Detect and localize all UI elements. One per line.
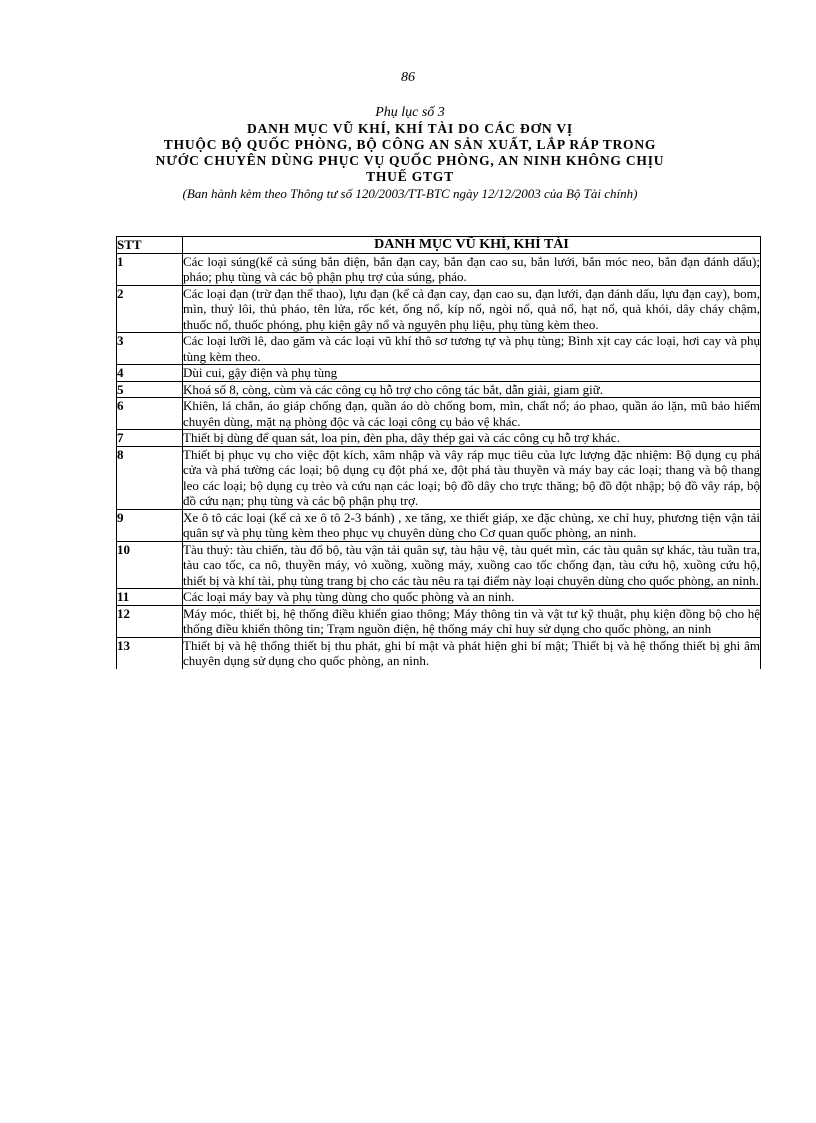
table-row [117, 446, 761, 509]
table-row [117, 365, 761, 382]
title-line-2: THUỘC BỘ QUỐC PHÒNG, BỘ CÔNG AN SẢN XUẤT, LẮP RÁP TRONG [163, 137, 657, 152]
column-header-category: DANH MỤC VŨ KHÍ, KHÍ TÀI [183, 237, 761, 254]
row-number: 12 [117, 605, 183, 637]
document-subtitle: (Ban hành kèm theo Thông tư số 120/2003/TT-BTC ngày 12/12/2003 của Bộ Tài chính) [182, 186, 638, 201]
row-number: 2 [117, 285, 183, 333]
column-header-stt: STT [117, 237, 183, 254]
document-header [110, 104, 710, 202]
row-number: 9 [117, 509, 183, 541]
table-row [117, 381, 761, 398]
row-description: Dùi cui, gậy điện và phụ tùng [183, 365, 761, 382]
table-row [117, 430, 761, 447]
table-row [117, 333, 761, 365]
table-row [117, 605, 761, 637]
row-description: Thiết bị phục vụ cho việc đột kích, xâm nhập và vây ráp mục tiêu của lực lượng đặc nhiệm: Bộ dụng cụ phá cửa và phá tường các loại; bộ dụng cụ đột phá xe, đột phá tàu thuyền và máy bay các loại; thang và bộ thang leo các loại; bộ dụng cụ trèo và cứu nạn các loại; bộ đồ dây cho trực thăng; bộ đồ đột nhập; bộ đồ vây ráp, bộ đồ cứu nạn; phụ tùng và các bộ phận phụ trợ. [183, 446, 760, 508]
row-description: Các loại súng(kể cả súng bắn điện, bắn đạn cay, bắn đạn cao su, bắn lưới, bắn móc neo, bắn đạn đánh dấu); pháo; phụ tùng và các bộ phận phụ trợ của súng, pháo. [183, 253, 760, 284]
row-number: 4 [117, 365, 183, 382]
row-description: Khoá số 8, còng, cùm và các công cụ hỗ trợ cho công tác bắt, dẫn giải, giam giữ. [183, 381, 761, 398]
title-line-1: DANH MỤC VŨ KHÍ, KHÍ TÀI DO CÁC ĐƠN VỊ [247, 121, 573, 136]
row-description: Các loại lưỡi lê, dao găm và các loại vũ khí thô sơ tương tự và phụ tùng; Bình xịt cay các loại, hơi cay và phụ tùng kèm theo. [183, 333, 760, 364]
table-row [117, 509, 761, 541]
title-line-4: THUẾ GTGT [366, 169, 454, 184]
row-description: Thiết bị và hệ thống thiết bị thu phát, ghi bí mật và phát hiện ghi bí mật; Thiết bị và hệ thống thiết bị ghi âm chuyên dụng sử dụng cho quốc phòng, an ninh. [183, 637, 760, 668]
table-row [117, 253, 761, 285]
row-number: 5 [117, 381, 183, 398]
row-description: Các loại đạn (trừ đạn thể thao), lựu đạn (kể cả đạn cay, đạn cao su, đạn lưới, đạn đánh dấu, lựu đạn cay), bom, mìn, thuỷ lôi, thủ pháo, tên lửa, rốc két, ống nổ, kíp nổ, ngòi nổ, quả nổ, hạt nổ, quả khói, dây cháy chậm, thuốc nổ, thuốc phóng, phụ kiện gây nổ và nguyên phụ liệu, phụ tùng kèm theo. [183, 285, 760, 332]
row-number: 11 [117, 589, 183, 606]
row-number: 6 [117, 398, 183, 430]
row-number: 8 [117, 446, 183, 509]
table-row [117, 637, 761, 669]
appendix-label: Phụ lục số 3 [375, 105, 445, 120]
row-description: Xe ô tô các loại (kể cả xe ô tô 2-3 bánh) , xe tăng, xe thiết giáp, xe đặc chủng, xe chỉ huy, phương tiện vận tải quân sự và phụ tùng kèm theo phục vụ chuyên dùng cho Cơ quan quốc phòng, an ninh. [183, 509, 760, 540]
table-header-row [117, 237, 761, 254]
row-number: 13 [117, 637, 183, 669]
row-number: 7 [117, 430, 183, 447]
row-description: Các loại máy bay và phụ tùng dùng cho quốc phòng và an ninh. [183, 589, 761, 606]
row-description: Khiên, lá chắn, áo giáp chống đạn, quần áo dò chống bom, mìn, chất nổ; áo phao, quần áo lặn, mũ bảo hiểm chuyên dùng, mặt nạ phòng độc và các loại công cụ bảo vệ khác. [183, 398, 760, 429]
table-row [117, 541, 761, 589]
row-number: 3 [117, 333, 183, 365]
table-row [117, 589, 761, 606]
row-description: Thiết bị dùng để quan sát, loa pin, đèn pha, dây thép gai và các công cụ hỗ trợ khác. [183, 430, 761, 447]
table-row [117, 398, 761, 430]
title-line-3: NƯỚC CHUYÊN DÙNG PHỤC VỤ QUỐC PHÒNG, AN NINH KHÔNG CHỊU [155, 153, 665, 168]
table-row [117, 285, 761, 333]
page-number: 86 [401, 70, 415, 85]
row-number: 1 [117, 253, 183, 285]
row-description: Tàu thuỷ: tàu chiến, tàu đổ bộ, tàu vận tải quân sự, tàu hậu vệ, tàu quét mìn, các tàu quân sự khác, tàu tuần tra, tàu cao tốc, ca nô, thuyền máy, vỏ xuồng, xuồng máy, xuồng cao tốc chống đạn, tàu cứu hộ, xuồng cứu hộ, thiết bị và khí tài, phụ tùng trang bị cho các tàu nêu ra tại điểm này loại chuyên dùng cho quốc phòng, an ninh. [183, 541, 760, 588]
row-number: 10 [117, 541, 183, 589]
weapons-table [116, 236, 761, 669]
row-description: Máy móc, thiết bị, hệ thống điều khiển giao thông; Máy thông tin và vật tư kỹ thuật, phụ kiện đồng bộ cho hệ thống điều khiển thông tin; Trạm nguồn điện, hệ thống máy chỉ huy sử dụng cho quốc phòng, an ninh [183, 605, 760, 636]
